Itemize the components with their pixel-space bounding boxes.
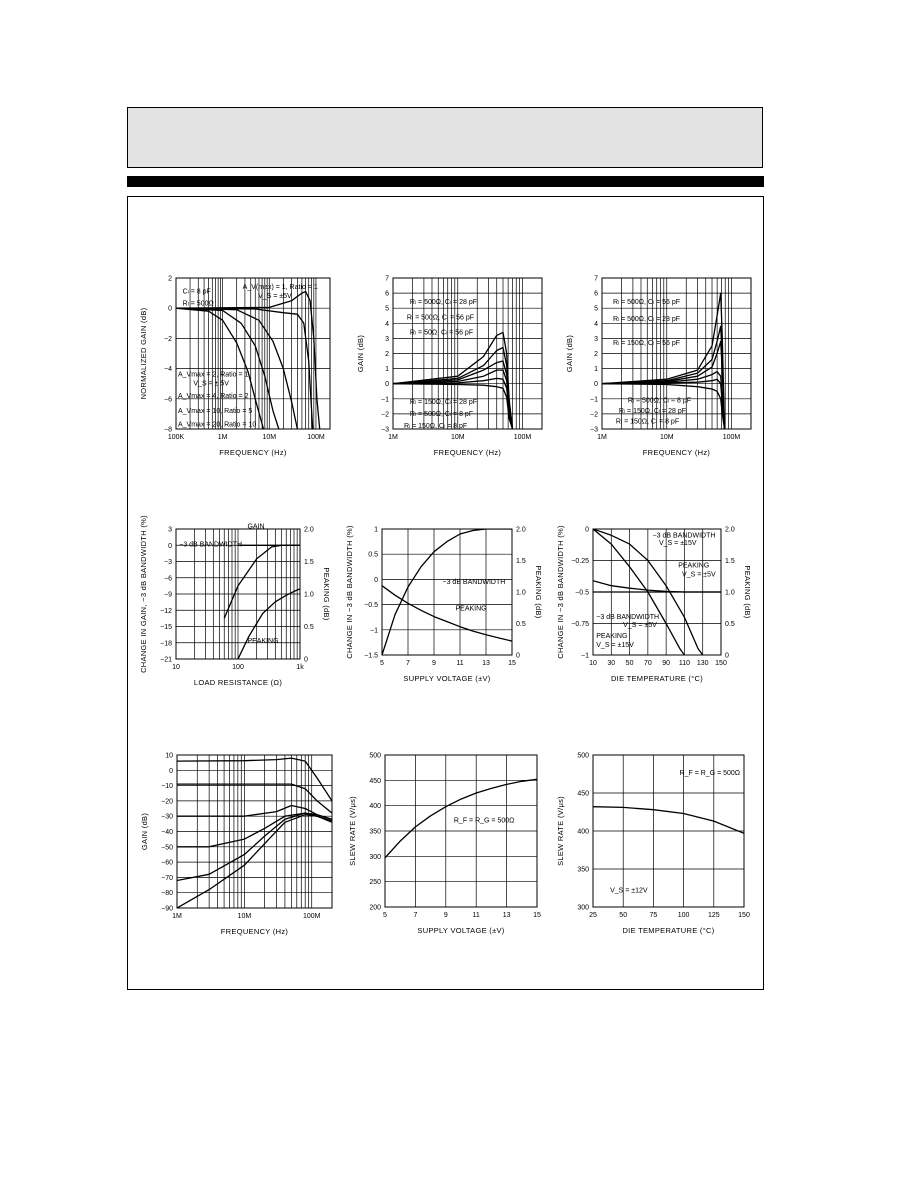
x-tick-label: 10M bbox=[262, 434, 277, 441]
annotation-label: V_S = ±5V bbox=[623, 621, 657, 629]
x-tick-label: 1M bbox=[217, 434, 228, 441]
y2-tick-label: 0.5 bbox=[304, 624, 314, 631]
y-tick-label: −4 bbox=[164, 366, 172, 374]
x-tick-label: 1M bbox=[172, 913, 182, 920]
y-tick-label: 7 bbox=[594, 275, 598, 283]
annotation-label: Rₗ = 500Ω, Cₗ = 8 pF bbox=[409, 410, 474, 418]
y-tick-label: −0.75 bbox=[571, 621, 589, 628]
y-tick-label: −2 bbox=[381, 411, 389, 419]
y-axis-title: CHANGE IN GAIN, −3 dB BANDWIDTH (%) bbox=[139, 515, 148, 673]
y2-axis-title: PEAKING (dB) bbox=[534, 565, 543, 619]
annotation-label: PEAKING bbox=[247, 637, 279, 645]
x-tick-label: 100M bbox=[307, 434, 325, 441]
y-tick-label: 4 bbox=[385, 320, 389, 328]
x-tick-label: 100M bbox=[302, 913, 321, 920]
x-tick-label: 7 bbox=[406, 660, 410, 667]
y-tick-label: −70 bbox=[161, 874, 173, 882]
annotation-label: Rₗ = 500Ω, Cₗ = 28 pF bbox=[612, 315, 681, 323]
y-tick-label: −12 bbox=[160, 607, 172, 615]
annotation-label: Rₗ = 500Ω, Cₗ = 8 pF bbox=[627, 397, 692, 405]
y-tick-label: −2 bbox=[590, 411, 598, 419]
y-tick-label: −3 bbox=[381, 426, 389, 434]
x-tick-label: 125 bbox=[707, 912, 720, 919]
y-tick-label: −90 bbox=[161, 905, 173, 913]
y-tick-label: 5 bbox=[594, 305, 598, 313]
y-tick-label: −40 bbox=[161, 829, 173, 836]
annotation-label: R_F = R_G = 500Ω bbox=[453, 817, 515, 825]
y-tick-label: 4 bbox=[594, 320, 598, 328]
y-tick-label: 450 bbox=[369, 777, 381, 785]
x-tick-label: 10 bbox=[589, 660, 597, 667]
x-tick-label: 150 bbox=[738, 912, 750, 919]
y-tick-label: 10 bbox=[165, 752, 173, 760]
y-tick-label: 2 bbox=[594, 351, 598, 358]
chart-slew-rate-vs-die-temperature bbox=[555, 745, 760, 950]
y-tick-label: 5 bbox=[385, 305, 389, 313]
x-tick-label: 100 bbox=[232, 664, 244, 671]
y-tick-label: −18 bbox=[160, 640, 172, 648]
y-tick-label: 7 bbox=[385, 275, 389, 283]
y-tick-label: −3 bbox=[164, 559, 172, 566]
y-tick-label: 200 bbox=[369, 904, 381, 912]
y2-tick-label: 0.5 bbox=[725, 621, 735, 628]
annotation-label: Rₗ = 500Ω, Cₗ = 28 pF bbox=[409, 299, 477, 307]
y-tick-label: 400 bbox=[369, 803, 381, 811]
x-axis-title: FREQUENCY (Hz) bbox=[433, 448, 502, 457]
y-tick-label: −8 bbox=[164, 426, 172, 434]
annotation-label: GAIN bbox=[247, 523, 265, 531]
y-axis-title: GAIN (dB) bbox=[140, 812, 149, 851]
x-tick-label: 100 bbox=[677, 912, 690, 919]
annotation-label: −3 dB BANDWIDTH bbox=[179, 541, 243, 549]
y-tick-label: 0 bbox=[594, 381, 598, 389]
annotation-label: A_Vmax = 2, Ratio = 1 bbox=[178, 371, 249, 379]
annotation-label: A_Vmax = 4, Ratio = 2 bbox=[178, 392, 249, 400]
x-tick-label: 5 bbox=[380, 660, 384, 667]
y-tick-label: 350 bbox=[577, 866, 589, 874]
x-axis-title: FREQUENCY (Hz) bbox=[642, 448, 711, 457]
page-header-box bbox=[127, 107, 763, 168]
series-line-3 bbox=[593, 581, 721, 592]
y-tick-label: 0 bbox=[374, 576, 378, 584]
y-tick-label: −3 bbox=[590, 426, 598, 434]
y-tick-label: −0.5 bbox=[575, 589, 589, 597]
x-tick-label: 10M bbox=[237, 913, 252, 920]
y2-tick-label: 0 bbox=[304, 656, 308, 664]
x-tick-label: 7 bbox=[413, 912, 418, 919]
annotation-label: Rₗ = 150Ω, Cₗ = 56 pF bbox=[612, 339, 681, 347]
y-tick-label: 2 bbox=[385, 351, 389, 358]
y-tick-label: 500 bbox=[577, 752, 589, 760]
annotation-label: Rₗ = 150Ω, Cₗ = 28 pF bbox=[618, 407, 686, 415]
series-line-2 bbox=[382, 586, 512, 641]
x-tick-label: 5 bbox=[383, 912, 387, 919]
y2-tick-label: 1.5 bbox=[304, 559, 314, 566]
y-tick-label: 400 bbox=[577, 828, 589, 836]
y2-tick-label: 0 bbox=[725, 652, 729, 660]
x-tick-label: 1M bbox=[597, 434, 607, 441]
y-tick-label: −2 bbox=[164, 335, 172, 343]
y-tick-label: −80 bbox=[161, 890, 173, 898]
y-tick-label: −60 bbox=[161, 859, 173, 867]
chart-gain-vs-frequency-load-2 bbox=[555, 268, 760, 470]
y-axis-title: CHANGE IN −3 dB BANDWIDTH (%) bbox=[556, 525, 565, 659]
y-tick-label: −1 bbox=[581, 652, 589, 660]
y-tick-label: 6 bbox=[594, 290, 598, 298]
annotation-label: R_F = R_G = 500Ω bbox=[679, 770, 741, 778]
y-tick-label: −1 bbox=[590, 396, 598, 404]
y-axis-title: GAIN (dB) bbox=[356, 334, 365, 373]
y2-tick-label: 1.5 bbox=[725, 558, 735, 565]
y-tick-label: −50 bbox=[161, 844, 173, 852]
y-tick-label: 3 bbox=[168, 526, 172, 534]
x-axis-title: DIE TEMPERATURE (°C) bbox=[610, 674, 704, 683]
annotation-label: Rₗ = 500Ω, Cₗ = 56 pF bbox=[406, 314, 475, 322]
y-axis-title: GAIN (dB) bbox=[565, 334, 574, 373]
y-tick-label: 300 bbox=[577, 904, 589, 912]
x-tick-label: 25 bbox=[589, 912, 597, 919]
x-tick-label: 10 bbox=[172, 664, 180, 671]
x-tick-label: 130 bbox=[696, 660, 709, 667]
annotation-label: A_Vmax = 20, Ratio = 10 bbox=[178, 421, 257, 429]
chart-bandwidth-vs-supply-voltage bbox=[345, 518, 555, 698]
y-tick-label: 0 bbox=[585, 526, 589, 534]
y-tick-label: 2 bbox=[168, 275, 172, 283]
x-tick-label: 10M bbox=[450, 434, 465, 441]
annotation-label: A_Vmax = 10, Ratio = 5 bbox=[178, 407, 253, 415]
y-tick-label: −20 bbox=[161, 798, 173, 806]
y-tick-label: −1 bbox=[381, 396, 389, 404]
x-tick-label: 13 bbox=[482, 660, 490, 667]
y-tick-label: 500 bbox=[369, 752, 381, 760]
chart-change-vs-load-resistance bbox=[130, 515, 340, 698]
chart-gain-vs-frequency-isolation bbox=[130, 745, 340, 950]
x-axis-title: SUPPLY VOLTAGE (±V) bbox=[417, 926, 505, 935]
x-tick-label: 15 bbox=[508, 660, 516, 667]
y-tick-label: −1.5 bbox=[364, 652, 378, 660]
x-axis-title: FREQUENCY (Hz) bbox=[220, 927, 289, 936]
x-tick-label: 50 bbox=[619, 912, 628, 919]
y-tick-label: 250 bbox=[369, 879, 381, 887]
y-tick-label: 1 bbox=[374, 526, 378, 534]
annotation-label: Rₗ = 150Ω, Cₗ = 28 pF bbox=[409, 398, 477, 406]
y-tick-label: 0 bbox=[169, 767, 173, 775]
x-tick-label: 30 bbox=[607, 660, 616, 667]
series-line-2 bbox=[224, 545, 300, 618]
x-tick-label: 10M bbox=[659, 434, 674, 441]
annotation-label: V_S = ±5V bbox=[258, 293, 292, 301]
x-tick-label: 75 bbox=[649, 912, 658, 919]
y-tick-label: −0.5 bbox=[364, 602, 378, 610]
annotation-label: V_S = ±15V bbox=[596, 641, 634, 649]
annotation-label: −3 dB BANDWIDTH bbox=[442, 578, 506, 586]
x-tick-label: 110 bbox=[678, 660, 691, 667]
annotation-label: −3 dB BANDWIDTH bbox=[596, 614, 660, 622]
x-axis-title: FREQUENCY (Hz) bbox=[219, 448, 287, 457]
annotation-label: Rₗ = 150Ω, Cₗ = 8 pF bbox=[403, 422, 468, 430]
y-tick-label: −6 bbox=[164, 575, 172, 583]
x-tick-label: 1M bbox=[388, 434, 398, 441]
x-tick-label: 90 bbox=[662, 660, 671, 667]
y2-tick-label: 0.5 bbox=[516, 621, 526, 628]
y2-tick-label: 1.0 bbox=[516, 589, 526, 597]
y-tick-label: 350 bbox=[369, 828, 381, 836]
y-tick-label: 0 bbox=[168, 542, 172, 550]
y-tick-label: −0.25 bbox=[571, 558, 589, 565]
y-tick-label: 1 bbox=[385, 366, 389, 374]
x-tick-label: 9 bbox=[443, 912, 448, 919]
series-line-1 bbox=[593, 807, 744, 834]
y2-tick-label: 2.0 bbox=[304, 526, 314, 534]
x-tick-label: 11 bbox=[456, 660, 464, 667]
annotation-label: Rₗ = 500Ω, Cₗ = 56 pF bbox=[612, 299, 681, 307]
y-tick-label: −9 bbox=[164, 591, 172, 599]
x-tick-label: 150 bbox=[715, 660, 727, 667]
y-tick-label: 3 bbox=[594, 335, 598, 343]
x-axis-title: DIE TEMPERATURE (°C) bbox=[622, 926, 715, 935]
y-tick-label: 0.5 bbox=[368, 551, 378, 559]
x-tick-label: 1k bbox=[296, 664, 304, 671]
x-tick-label: 100K bbox=[167, 434, 185, 441]
y-tick-label: 300 bbox=[369, 853, 381, 861]
y-tick-label: 450 bbox=[577, 790, 589, 798]
annotation-label: PEAKING bbox=[596, 633, 628, 641]
x-tick-label: 13 bbox=[502, 912, 511, 919]
annotation-label: −3 dB BANDWIDTH bbox=[652, 532, 716, 540]
y2-tick-label: 2.0 bbox=[516, 526, 526, 534]
y2-tick-label: 2.0 bbox=[725, 526, 735, 534]
y-axis-title: CHANGE IN −3 dB BANDWIDTH (%) bbox=[345, 525, 354, 659]
y2-axis-title: PEAKING (dB) bbox=[743, 565, 752, 619]
y-axis-title: SLEW RATE (V/μs) bbox=[556, 796, 565, 866]
annotation-label: V_S = ± 5V bbox=[193, 380, 229, 388]
x-axis-title: LOAD RESISTANCE (Ω) bbox=[193, 678, 283, 687]
annotation-label: PEAKING bbox=[455, 605, 487, 613]
y-tick-label: 1 bbox=[594, 366, 598, 374]
chart-normalized-gain-vs-frequency bbox=[130, 268, 340, 470]
y2-tick-label: 1.5 bbox=[516, 558, 526, 565]
x-tick-label: 11 bbox=[472, 912, 480, 919]
chart-slew-rate-vs-supply-voltage bbox=[345, 745, 555, 950]
y-tick-label: 3 bbox=[385, 335, 389, 343]
y-tick-label: −6 bbox=[164, 396, 172, 404]
y-axis-title: NORMALIZED GAIN (dB) bbox=[139, 307, 148, 400]
chart-gain-vs-frequency-load-1 bbox=[345, 268, 555, 470]
annotation-label: V_S = ±12V bbox=[610, 887, 648, 895]
y-axis-title: SLEW RATE (V/μs) bbox=[348, 796, 357, 866]
annotation-label: PEAKING bbox=[678, 562, 710, 570]
y2-tick-label: 0 bbox=[516, 652, 520, 660]
y-tick-label: 0 bbox=[385, 381, 389, 389]
section-divider-bar bbox=[127, 176, 764, 187]
x-tick-label: 100M bbox=[722, 434, 741, 441]
y2-tick-label: 1.0 bbox=[725, 589, 735, 597]
annotation-label: Rₗ = 150Ω, Cₗ = 8 pF bbox=[615, 418, 680, 426]
chart-bandwidth-vs-die-temperature bbox=[555, 518, 760, 698]
x-axis-title: SUPPLY VOLTAGE (±V) bbox=[403, 674, 491, 683]
y-tick-label: 0 bbox=[168, 305, 172, 313]
annotation-label: V_S = ±5V bbox=[682, 571, 716, 579]
x-tick-label: 9 bbox=[432, 660, 436, 667]
y-tick-label: −30 bbox=[161, 813, 173, 821]
x-tick-label: 100M bbox=[513, 434, 532, 441]
annotation-label: Rₗ = 50Ω, Cₗ = 56 pF bbox=[409, 329, 474, 337]
annotation-label: A_V(max) = 1, Ratio = 1 bbox=[242, 284, 318, 292]
x-tick-label: 15 bbox=[533, 912, 541, 919]
y-tick-label: −10 bbox=[161, 783, 173, 791]
annotation-label: V_S = ±15V bbox=[659, 539, 697, 547]
x-tick-label: 70 bbox=[643, 660, 652, 667]
y-tick-label: −1 bbox=[370, 627, 378, 635]
annotation-label: Rₗ = 500Ω bbox=[182, 300, 214, 308]
y-tick-label: −15 bbox=[160, 624, 172, 631]
y-tick-label: 6 bbox=[385, 290, 389, 298]
y-tick-label: −21 bbox=[160, 656, 172, 664]
annotation-label: Cₗ = 8 pF bbox=[182, 288, 211, 296]
x-tick-label: 50 bbox=[625, 660, 634, 667]
y2-axis-title: PEAKING (dB) bbox=[322, 567, 331, 621]
y2-tick-label: 1.0 bbox=[304, 591, 314, 599]
